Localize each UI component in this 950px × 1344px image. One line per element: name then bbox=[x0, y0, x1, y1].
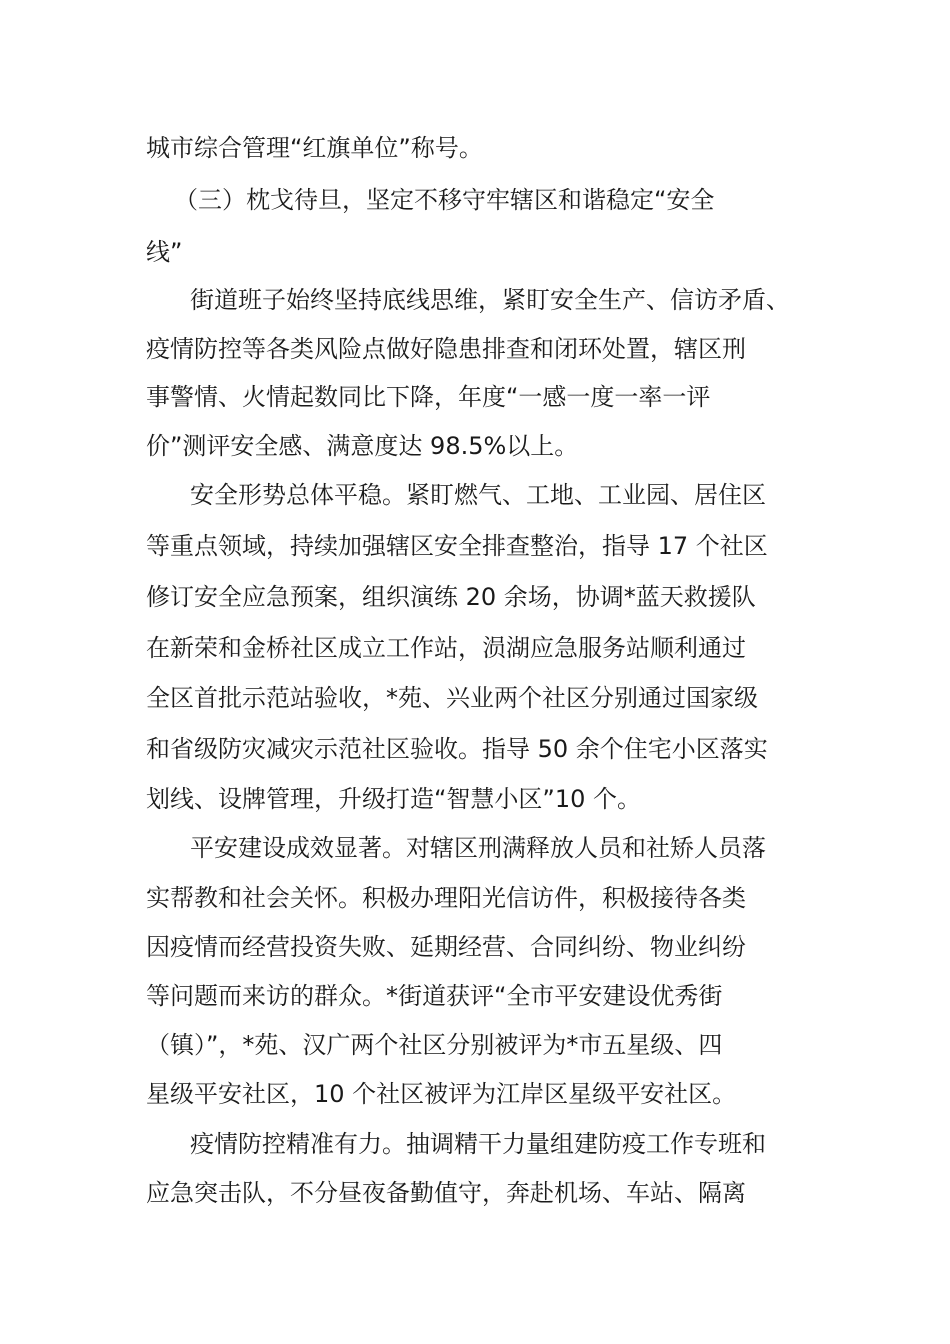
paragraph-first-line: 安全形势总体平稳。紧盯燃气、工地、工业园、居住区 bbox=[190, 481, 766, 509]
text-line: 等重点领域，持续加强辖区安全排查整治，指导 17 个社区 bbox=[146, 532, 768, 560]
text-line: 应急突击队，不分昼夜备勤值守，奔赴机场、车站、隔离 bbox=[146, 1179, 746, 1207]
text-line: 修订安全应急预案，组织演练 20 余场，协调*蓝天救援队 bbox=[146, 583, 756, 611]
text-line: 在新荣和金桥社区成立工作站，涢湖应急服务站顺利通过 bbox=[146, 634, 746, 662]
text-line: （镇）”，*苑、汉广两个社区分别被评为*市五星级、四 bbox=[146, 1031, 723, 1059]
text-line: 全区首批示范站验收，*苑、兴业两个社区分别通过国家级 bbox=[146, 684, 758, 712]
text-line: 实帮教和社会关怀。积极办理阳光信访件，积极接待各类 bbox=[146, 884, 746, 912]
text-line: 划线、设牌管理，升级打造“智慧小区”10 个。 bbox=[146, 785, 642, 813]
text-line: 星级平安社区，10 个社区被评为江岸区星级平安社区。 bbox=[146, 1080, 737, 1108]
section-heading-line: 线” bbox=[146, 238, 183, 266]
text-line: 疫情防控等各类风险点做好隐患排查和闭环处置，辖区刑 bbox=[146, 335, 746, 363]
text-line: 因疫情而经营投资失败、延期经营、合同纠纷、物业纠纷 bbox=[146, 933, 746, 961]
section-heading-line: （三）枕戈待旦，坚定不移守牢辖区和谐稳定“安全 bbox=[174, 186, 715, 214]
text-line: 和省级防灾减灾示范社区验收。指导 50 余个住宅小区落实 bbox=[146, 735, 768, 763]
paragraph-first-line: 平安建设成效显著。对辖区刑满释放人员和社矫人员落 bbox=[190, 834, 766, 862]
text-line: 价”测评安全感、满意度达 98.5%以上。 bbox=[146, 432, 579, 460]
text-line: 等问题而来访的群众。*街道获评“全市平安建设优秀街 bbox=[146, 982, 723, 1010]
paragraph-first-line: 疫情防控精准有力。抽调精干力量组建防疫工作专班和 bbox=[190, 1130, 766, 1158]
text-line: 事警情、火情起数同比下降，年度“一感一度一率一评 bbox=[146, 383, 711, 411]
text-line: 城市综合管理“红旗单位”称号。 bbox=[146, 134, 483, 162]
paragraph-first-line: 街道班子始终坚持底线思维，紧盯安全生产、信访矛盾、 bbox=[190, 286, 790, 314]
